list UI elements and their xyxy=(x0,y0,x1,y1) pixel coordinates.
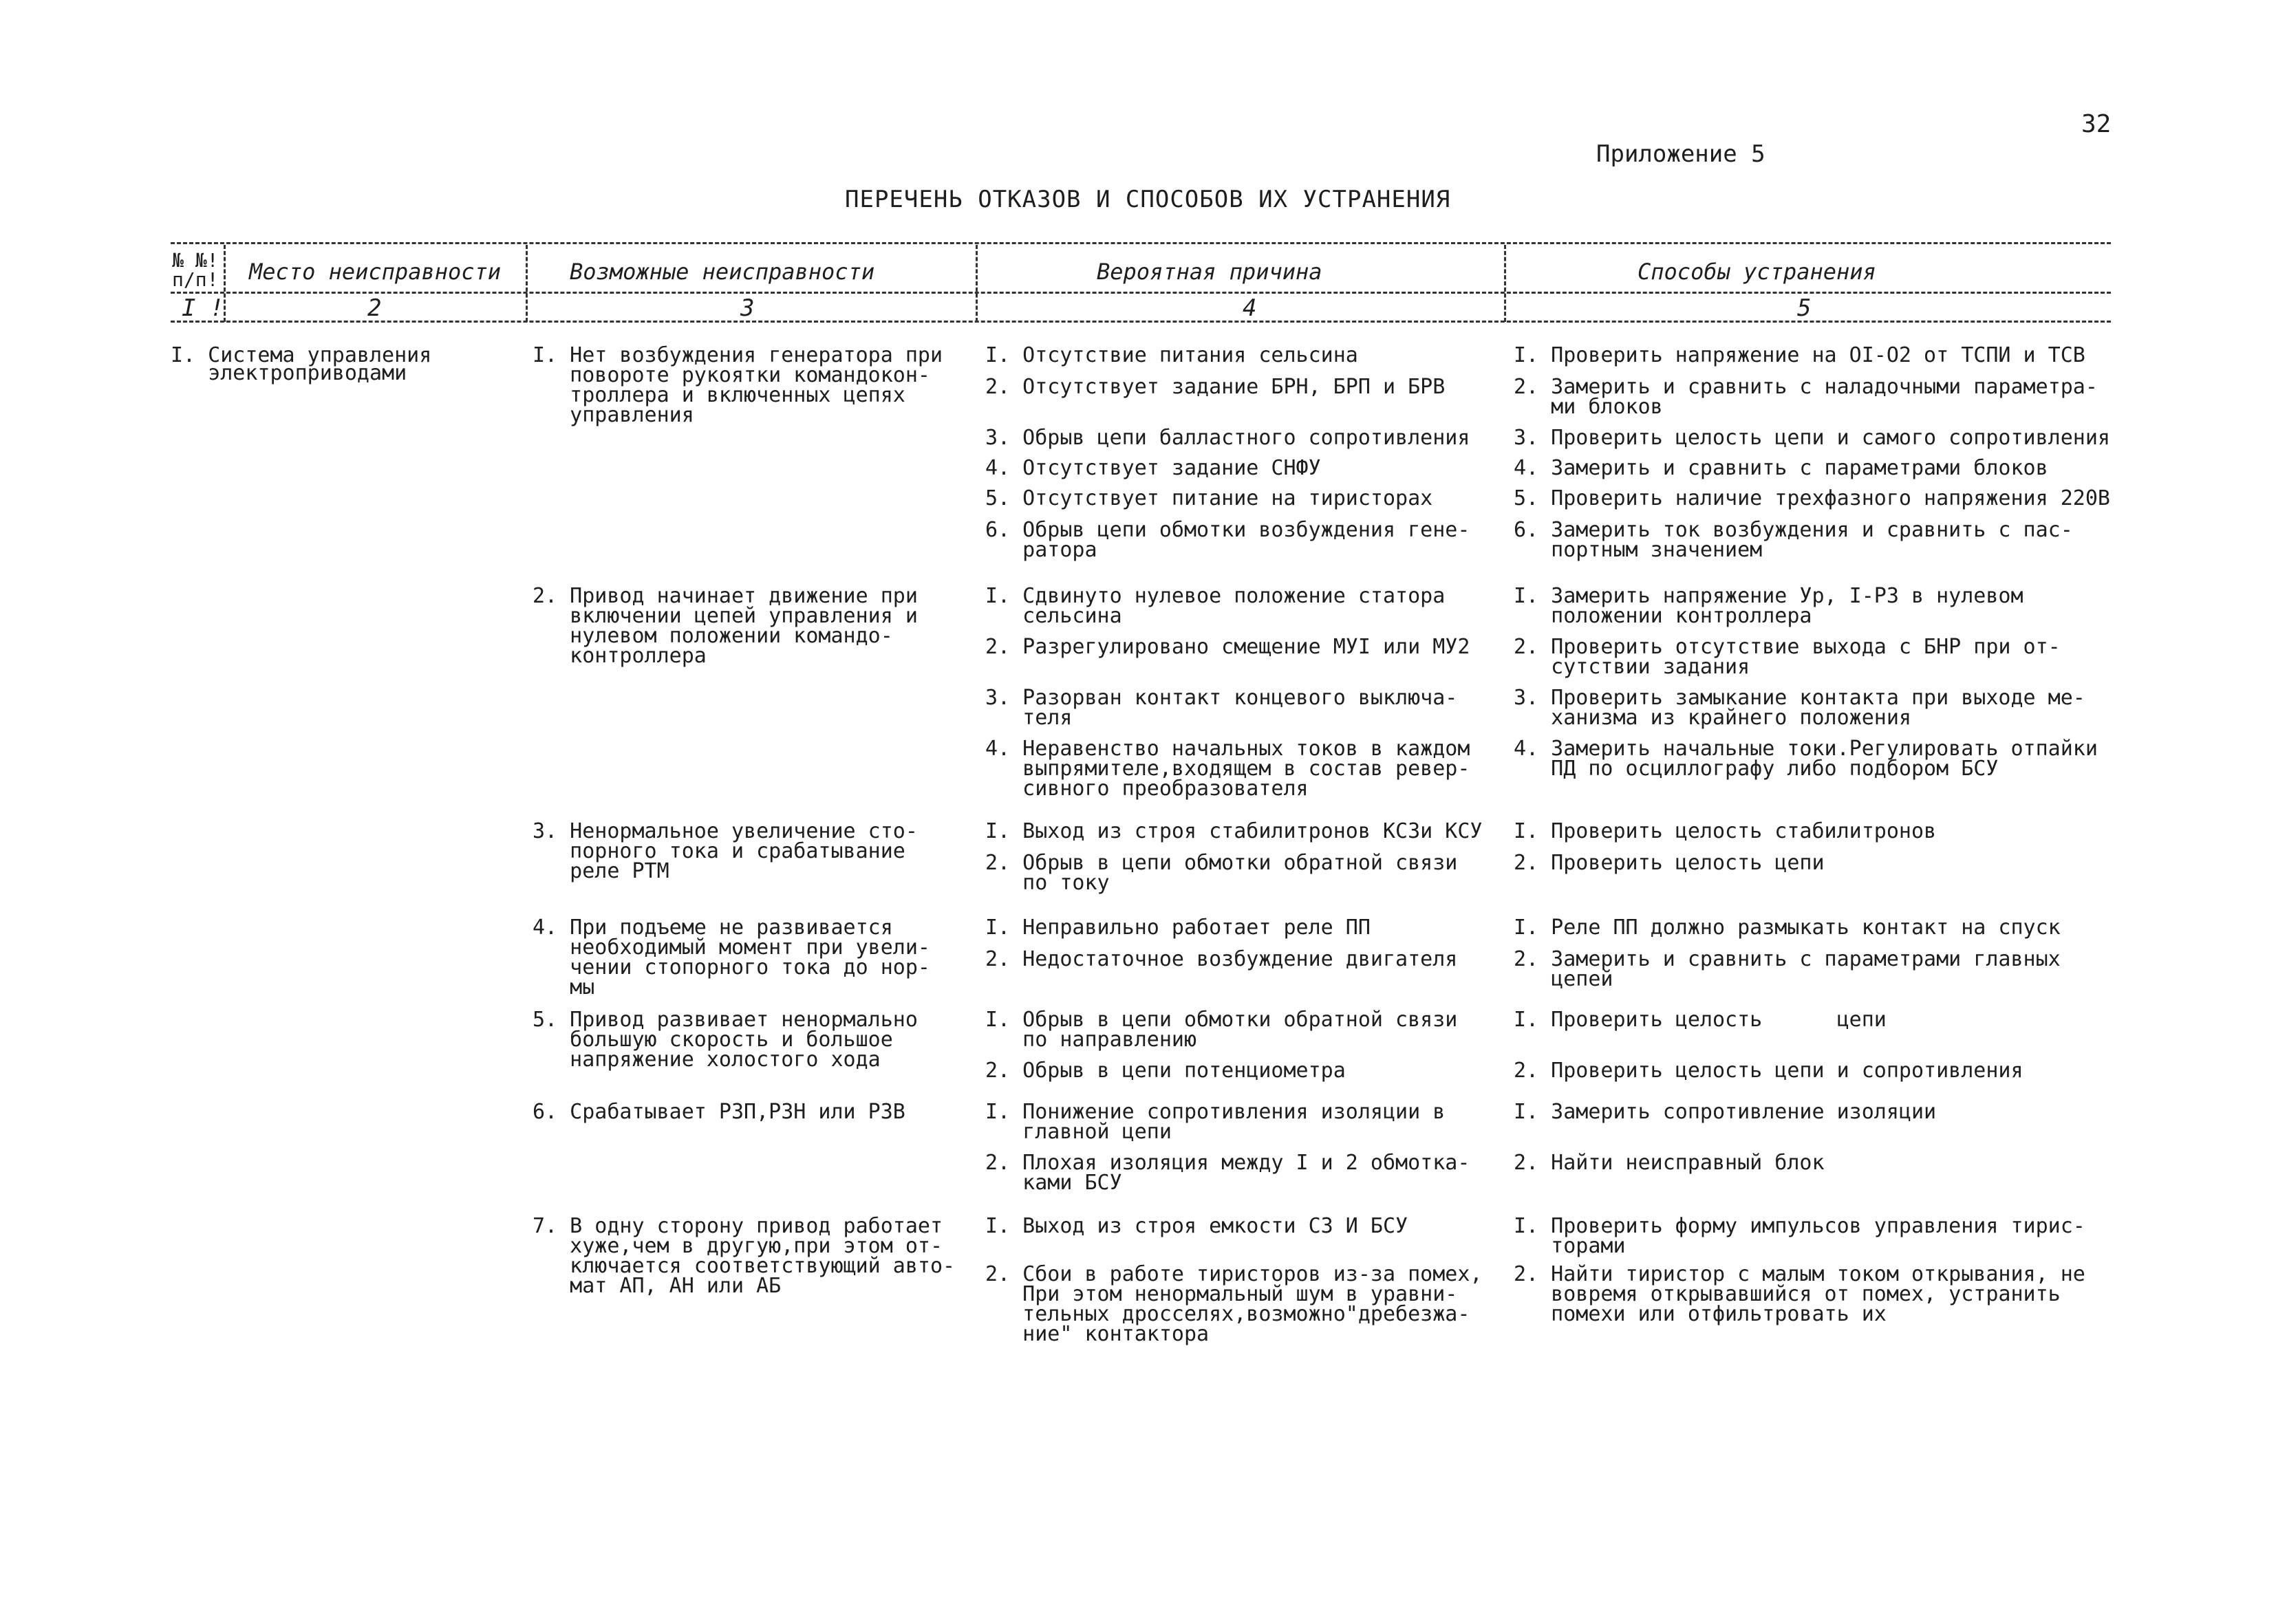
remedy-item: портным значением xyxy=(1514,538,1763,562)
remedy-item: 4. Замерить начальные токи.Регулировать отпайки xyxy=(1514,737,2098,761)
header-col-number: 4 xyxy=(1243,294,1257,322)
probable-cause-item: ние" контактора xyxy=(985,1322,1210,1346)
probable-cause-item: тельных дросселях,возможно"дребезжа- xyxy=(985,1302,1470,1326)
header-col-number: I ! xyxy=(182,294,224,322)
header-col-number: 3 xyxy=(740,294,755,322)
remedy-item: 2. Проверить целость цепи и сопротивления xyxy=(1514,1059,2023,1083)
fault-location: I. Система управления xyxy=(171,343,432,367)
probable-cause-item: 6. Обрыв цепи обмотки возбуждения гене- xyxy=(985,518,1470,542)
probable-cause-item: 2. Недостаточное возбуждение двигателя xyxy=(985,947,1458,971)
probable-cause-item: 2. Отсутствует задание БРН, БРП и БРВ xyxy=(985,375,1446,399)
header-bottom-rule xyxy=(171,321,2111,323)
possible-fault-item: мат АП, АН или АБ xyxy=(533,1274,782,1298)
probable-cause-item: 2. Обрыв в цепи обмотки обратной связи xyxy=(985,851,1458,875)
possible-fault-item: контроллера xyxy=(533,644,707,668)
header-remedies: Способы устранения xyxy=(1638,259,1876,285)
remedy-item: 4. Замерить и сравнить с параметрами блоков xyxy=(1514,456,2048,480)
possible-fault-item: реле РТМ xyxy=(533,859,669,883)
probable-cause-item: I. Выход из строя емкости СЗ И БСУ xyxy=(985,1214,1408,1238)
header-number-col-line1: № №! xyxy=(172,249,219,272)
probable-cause-item: 5. Отсутствует питание на тиристорах xyxy=(985,486,1433,510)
probable-cause-item: I. Неправильно работает реле ПП xyxy=(985,916,1371,940)
remedy-item: I. Проверить форму импульсов управления тирис- xyxy=(1514,1214,2085,1238)
possible-fault-item: 3. Ненормальное увеличение сто- xyxy=(533,819,918,843)
remedy-item: I. Замерить сопротивление изоляции xyxy=(1514,1100,1937,1124)
possible-fault-item: 6. Срабатывает РЗП,РЗН или РЗВ xyxy=(533,1100,905,1124)
remedy-item: 2. Найти неисправный блок xyxy=(1514,1151,1825,1175)
possible-fault-item: большую скорость и большое xyxy=(533,1028,893,1052)
probable-cause-item: ками БСУ xyxy=(985,1171,1122,1195)
header-location: Место неисправности xyxy=(249,259,502,285)
possible-fault-item: 2. Привод начинает движение при xyxy=(533,584,918,608)
probable-cause-item: сивного преобразователя xyxy=(985,777,1309,801)
probable-cause-item: по направлению xyxy=(985,1028,1197,1052)
remedy-item: ПД по осциллографу либо подбором БСУ xyxy=(1514,757,1999,781)
remedy-item: 3. Проверить целость цепи и самого сопротивления xyxy=(1514,426,2110,450)
remedy-item: I. Замерить напряжение Ур, I-РЗ в нулевом xyxy=(1514,584,2023,608)
probable-cause-item: 3. Разорван контакт концевого выключа- xyxy=(985,686,1458,710)
probable-cause-item: 2. Разрегулировано смещение МУI или МУ2 xyxy=(985,635,1470,659)
probable-cause-item: 2. Обрыв в цепи потенциометра xyxy=(985,1059,1346,1083)
probable-cause-item: I. Обрыв в цепи обмотки обратной связи xyxy=(985,1008,1458,1032)
fault-location: электроприводами xyxy=(171,361,407,385)
header-number-col-line2: п/п! xyxy=(172,268,219,291)
possible-fault-item: мы xyxy=(533,975,595,999)
possible-fault-item: троллера и включенных цепях xyxy=(533,383,905,407)
remedy-item: 2. Найти тиристор с малым током открывания, не xyxy=(1514,1262,2085,1286)
possible-fault-item: хуже,чем в другую,при этом от- xyxy=(533,1234,943,1258)
probable-cause-item: ратора xyxy=(985,538,1097,562)
possible-fault-item: чении стопорного тока до нор- xyxy=(533,955,930,979)
remedy-item: 2. Проверить целость цепи xyxy=(1514,851,1825,875)
remedy-item: ми блоков xyxy=(1514,395,1663,419)
header-probable-cause: Вероятная причина xyxy=(1097,259,1322,285)
remedy-item: I. Проверить целость стабилитронов xyxy=(1514,819,1937,843)
remedy-item: ханизма из крайнего положения xyxy=(1514,706,1911,730)
remedy-item: 3. Проверить замыкание контакта при выходе ме- xyxy=(1514,686,2085,710)
remedy-item: 2. Проверить отсутствие выхода с БНР при от- xyxy=(1514,635,2061,659)
probable-cause-item: выпрямителе,входящем в состав ревер- xyxy=(985,757,1470,781)
probable-cause-item: по току xyxy=(985,871,1110,895)
possible-fault-item: I. Нет возбуждения генератора при xyxy=(533,343,943,367)
header-col-number: 5 xyxy=(1797,294,1812,322)
remedy-item: помехи или отфильтровать их xyxy=(1514,1302,1887,1326)
possible-fault-item: управления xyxy=(533,403,694,427)
column-separator xyxy=(526,245,528,322)
remedy-item: вовремя открывавшийся от помех, устранить xyxy=(1514,1282,2061,1306)
column-separator xyxy=(224,245,226,322)
header-mid-rule xyxy=(171,292,2111,294)
remedy-item: торами xyxy=(1514,1234,1626,1258)
possible-fault-item: 5. Привод развивает ненормально xyxy=(533,1008,918,1032)
remedy-item: положении контроллера xyxy=(1514,604,1812,628)
column-separator xyxy=(1504,245,1506,322)
remedy-item: 2. Замерить и сравнить с наладочными параметра- xyxy=(1514,375,2098,399)
probable-cause-item: главной цепи xyxy=(985,1120,1172,1144)
remedy-item: сутствии задания xyxy=(1514,655,1750,679)
probable-cause-item: 3. Обрыв цепи балластного сопротивления xyxy=(985,426,1470,450)
probable-cause-item: I. Понижение сопротивления изоляции в xyxy=(985,1100,1446,1124)
column-separator xyxy=(976,245,978,322)
probable-cause-item: I. Выход из строя стабилитронов КСЗи КСУ xyxy=(985,819,1483,843)
remedy-item: цепей xyxy=(1514,967,1613,991)
probable-cause-item: 2. Сбои в работе тиристоров из-за помех, xyxy=(985,1262,1483,1286)
probable-cause-item: 2. Плохая изоляция между I и 2 обмотка- xyxy=(985,1151,1470,1175)
probable-cause-item: I. Сдвинуто нулевое положение статора xyxy=(985,584,1446,608)
possible-fault-item: напряжение холостого хода xyxy=(533,1048,881,1072)
possible-fault-item: 7. В одну сторону привод работает xyxy=(533,1214,943,1238)
header-top-rule xyxy=(171,242,2111,244)
remedy-item: I. Реле ПП должно размыкать контакт на спуск xyxy=(1514,916,2061,940)
possible-fault-item: включении цепей управления и xyxy=(533,604,918,628)
header-col-number: 2 xyxy=(367,294,382,322)
remedy-item: 2. Замерить и сравнить с параметрами главных xyxy=(1514,947,2061,971)
header-possible-faults: Возможные неисправности xyxy=(570,259,875,285)
remedy-item: 6. Замерить ток возбуждения и сравнить с пас- xyxy=(1514,518,2073,542)
probable-cause-item: При этом ненормальный шум в уравни- xyxy=(985,1282,1458,1306)
probable-cause-item: 4. Неравенство начальных токов в каждом xyxy=(985,737,1470,761)
remedy-item: 5. Проверить наличие трехфазного напряжения 220В xyxy=(1514,486,2110,510)
possible-fault-item: 4. При подъеме не развивается xyxy=(533,916,893,940)
possible-fault-item: повороте рукоятки командокон- xyxy=(533,363,930,387)
possible-fault-item: нулевом положении командо- xyxy=(533,624,893,648)
document-title: ПЕРЕЧЕНЬ ОТКАЗОВ И СПОСОБОВ ИХ УСТРАНЕНИЯ xyxy=(845,186,1451,213)
probable-cause-item: теля xyxy=(985,706,1073,730)
possible-fault-item: ключается соответствующий авто- xyxy=(533,1254,956,1278)
probable-cause-item: I. Отсутствие питания сельсина xyxy=(985,343,1358,367)
remedy-item: I. Проверить целость цепи xyxy=(1514,1008,1887,1032)
page-number: 32 xyxy=(2081,110,2112,138)
probable-cause-item: 4. Отсутствует задание СНФУ xyxy=(985,456,1321,480)
appendix-label: Приложение 5 xyxy=(1596,140,1765,168)
probable-cause-item: сельсина xyxy=(985,604,1122,628)
possible-fault-item: необходимый момент при увели- xyxy=(533,935,930,960)
possible-fault-item: порного тока и срабатывание xyxy=(533,839,905,863)
remedy-item: I. Проверить напряжение на OI-O2 от ТСПИ и ТСВ xyxy=(1514,343,2085,367)
